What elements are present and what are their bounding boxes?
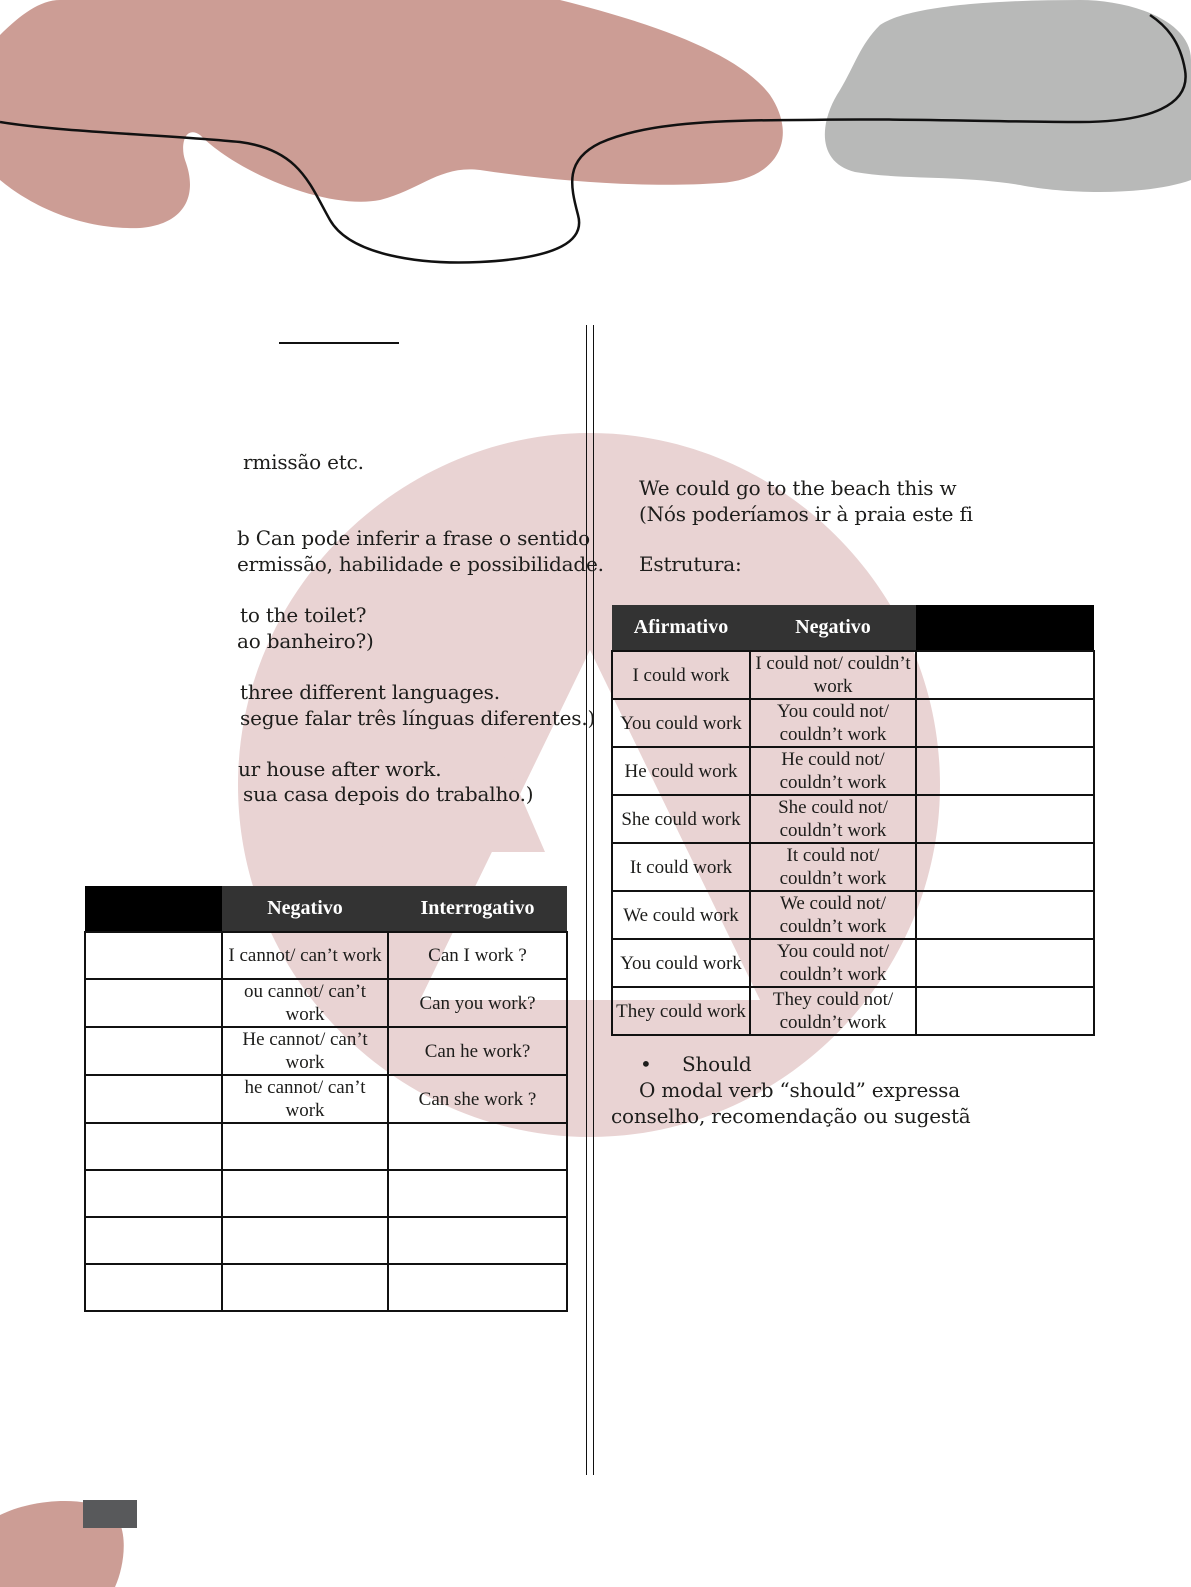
- table-cell: She could not/ couldn’t work: [750, 795, 916, 843]
- table-cell: [85, 1264, 222, 1311]
- should-description-line: conselho, recomendação ou sugestã: [611, 1104, 971, 1128]
- table-header-cell: [85, 886, 222, 932]
- page-number-box-shape: [83, 1500, 137, 1528]
- table-row: [85, 932, 567, 979]
- example-sentence: We could go to the beach this w: [639, 476, 957, 500]
- table-row: [612, 747, 1094, 795]
- table-cell: [85, 1075, 222, 1123]
- table-cell: [85, 1123, 222, 1170]
- table-cell: You could work: [612, 699, 750, 747]
- table-header-cell: Interrogativo: [388, 886, 567, 932]
- table-cell: We could not/ couldn’t work: [750, 891, 916, 939]
- table-row: [85, 1217, 567, 1264]
- table-cell: It could not/ couldn’t work: [750, 843, 916, 891]
- table-cell: [85, 1170, 222, 1217]
- table-cell: He could not/ couldn’t work: [750, 747, 916, 795]
- table-cell: They could not/ couldn’t work: [750, 987, 916, 1035]
- table-cell: Can he work?: [388, 1027, 567, 1075]
- table-cell: [916, 987, 1094, 1035]
- table-header-cell: Negativo: [750, 605, 916, 651]
- table-row: [612, 651, 1094, 699]
- table-cell: [916, 891, 1094, 939]
- table-cell: he cannot/ can’t work: [222, 1075, 388, 1123]
- table-cell: [85, 979, 222, 1027]
- table-cell: ou cannot/ can’t work: [222, 979, 388, 1027]
- left-text-line: b Can pode inferir a frase o sentido: [237, 526, 590, 550]
- should-heading: Should: [682, 1052, 752, 1076]
- table-row: [612, 795, 1094, 843]
- table-row: [85, 1075, 567, 1123]
- table-row: [85, 1123, 567, 1170]
- table-cell: You could work: [612, 939, 750, 987]
- table-cell: I could work: [612, 651, 750, 699]
- table-cell: [85, 1027, 222, 1075]
- left-text-line: sua casa depois do trabalho.): [243, 782, 534, 806]
- table-cell: Can she work ?: [388, 1075, 567, 1123]
- table-cell: [85, 1217, 222, 1264]
- table-cell: [916, 795, 1094, 843]
- left-text-line: ur house after work.: [238, 757, 442, 781]
- structure-label: Estrutura:: [639, 552, 742, 576]
- left-text-line: ao banheiro?): [237, 629, 374, 653]
- table-cell: [916, 939, 1094, 987]
- gray-blob-shape: [825, 0, 1191, 192]
- table-cell: [388, 1170, 567, 1217]
- table-cell: Can I work ?: [388, 932, 567, 979]
- can-conjugation-table: [84, 886, 568, 1312]
- table-header-cell: [916, 605, 1094, 651]
- table-row: [85, 1264, 567, 1311]
- table-cell: [388, 1123, 567, 1170]
- table-header-cell: Negativo: [222, 886, 388, 932]
- left-text-line: to the toilet?: [240, 603, 367, 627]
- left-text-line: ermissão, habilidade e possibilidade.: [237, 552, 604, 576]
- table-row: [612, 843, 1094, 891]
- table-cell: They could work: [612, 987, 750, 1035]
- table-cell: He cannot/ can’t work: [222, 1027, 388, 1075]
- table-row: [612, 891, 1094, 939]
- table-cell: [222, 1123, 388, 1170]
- table-cell: I cannot/ can’t work: [222, 932, 388, 979]
- table-cell: [388, 1264, 567, 1311]
- table-row: [612, 987, 1094, 1035]
- table-cell: [916, 747, 1094, 795]
- table-cell: [388, 1217, 567, 1264]
- table-cell: [916, 843, 1094, 891]
- pink-blob-shape: [0, 0, 783, 228]
- table-cell: [222, 1217, 388, 1264]
- should-description-line: O modal verb “should” expressa: [639, 1078, 960, 1102]
- table-cell: [916, 699, 1094, 747]
- left-text-line: three different languages.: [240, 680, 500, 704]
- table-header-cell: Afirmativo: [612, 605, 750, 651]
- table-row: [85, 1170, 567, 1217]
- table-row: [85, 979, 567, 1027]
- table-row: [612, 939, 1094, 987]
- left-text-line: rmissão etc.: [243, 450, 364, 474]
- table-cell: [222, 1170, 388, 1217]
- table-cell: It could work: [612, 843, 750, 891]
- table-cell: [916, 651, 1094, 699]
- example-translation: (Nós poderíamos ir à praia este fi: [639, 502, 973, 526]
- table-cell: He could work: [612, 747, 750, 795]
- table-cell: [222, 1264, 388, 1311]
- table-cell: Can you work?: [388, 979, 567, 1027]
- table-cell: You could not/ couldn’t work: [750, 939, 916, 987]
- table-cell: She could work: [612, 795, 750, 843]
- table-row: [612, 699, 1094, 747]
- could-conjugation-table: [611, 605, 1095, 1036]
- column-divider: [586, 325, 594, 1475]
- bullet-icon: •: [640, 1052, 652, 1076]
- table-row: [85, 1027, 567, 1075]
- table-cell: [85, 932, 222, 979]
- left-text-line: segue falar três línguas diferentes.): [240, 706, 596, 730]
- table-cell: We could work: [612, 891, 750, 939]
- table-cell: I could not/ couldn’t work: [750, 651, 916, 699]
- table-cell: You could not/ couldn’t work: [750, 699, 916, 747]
